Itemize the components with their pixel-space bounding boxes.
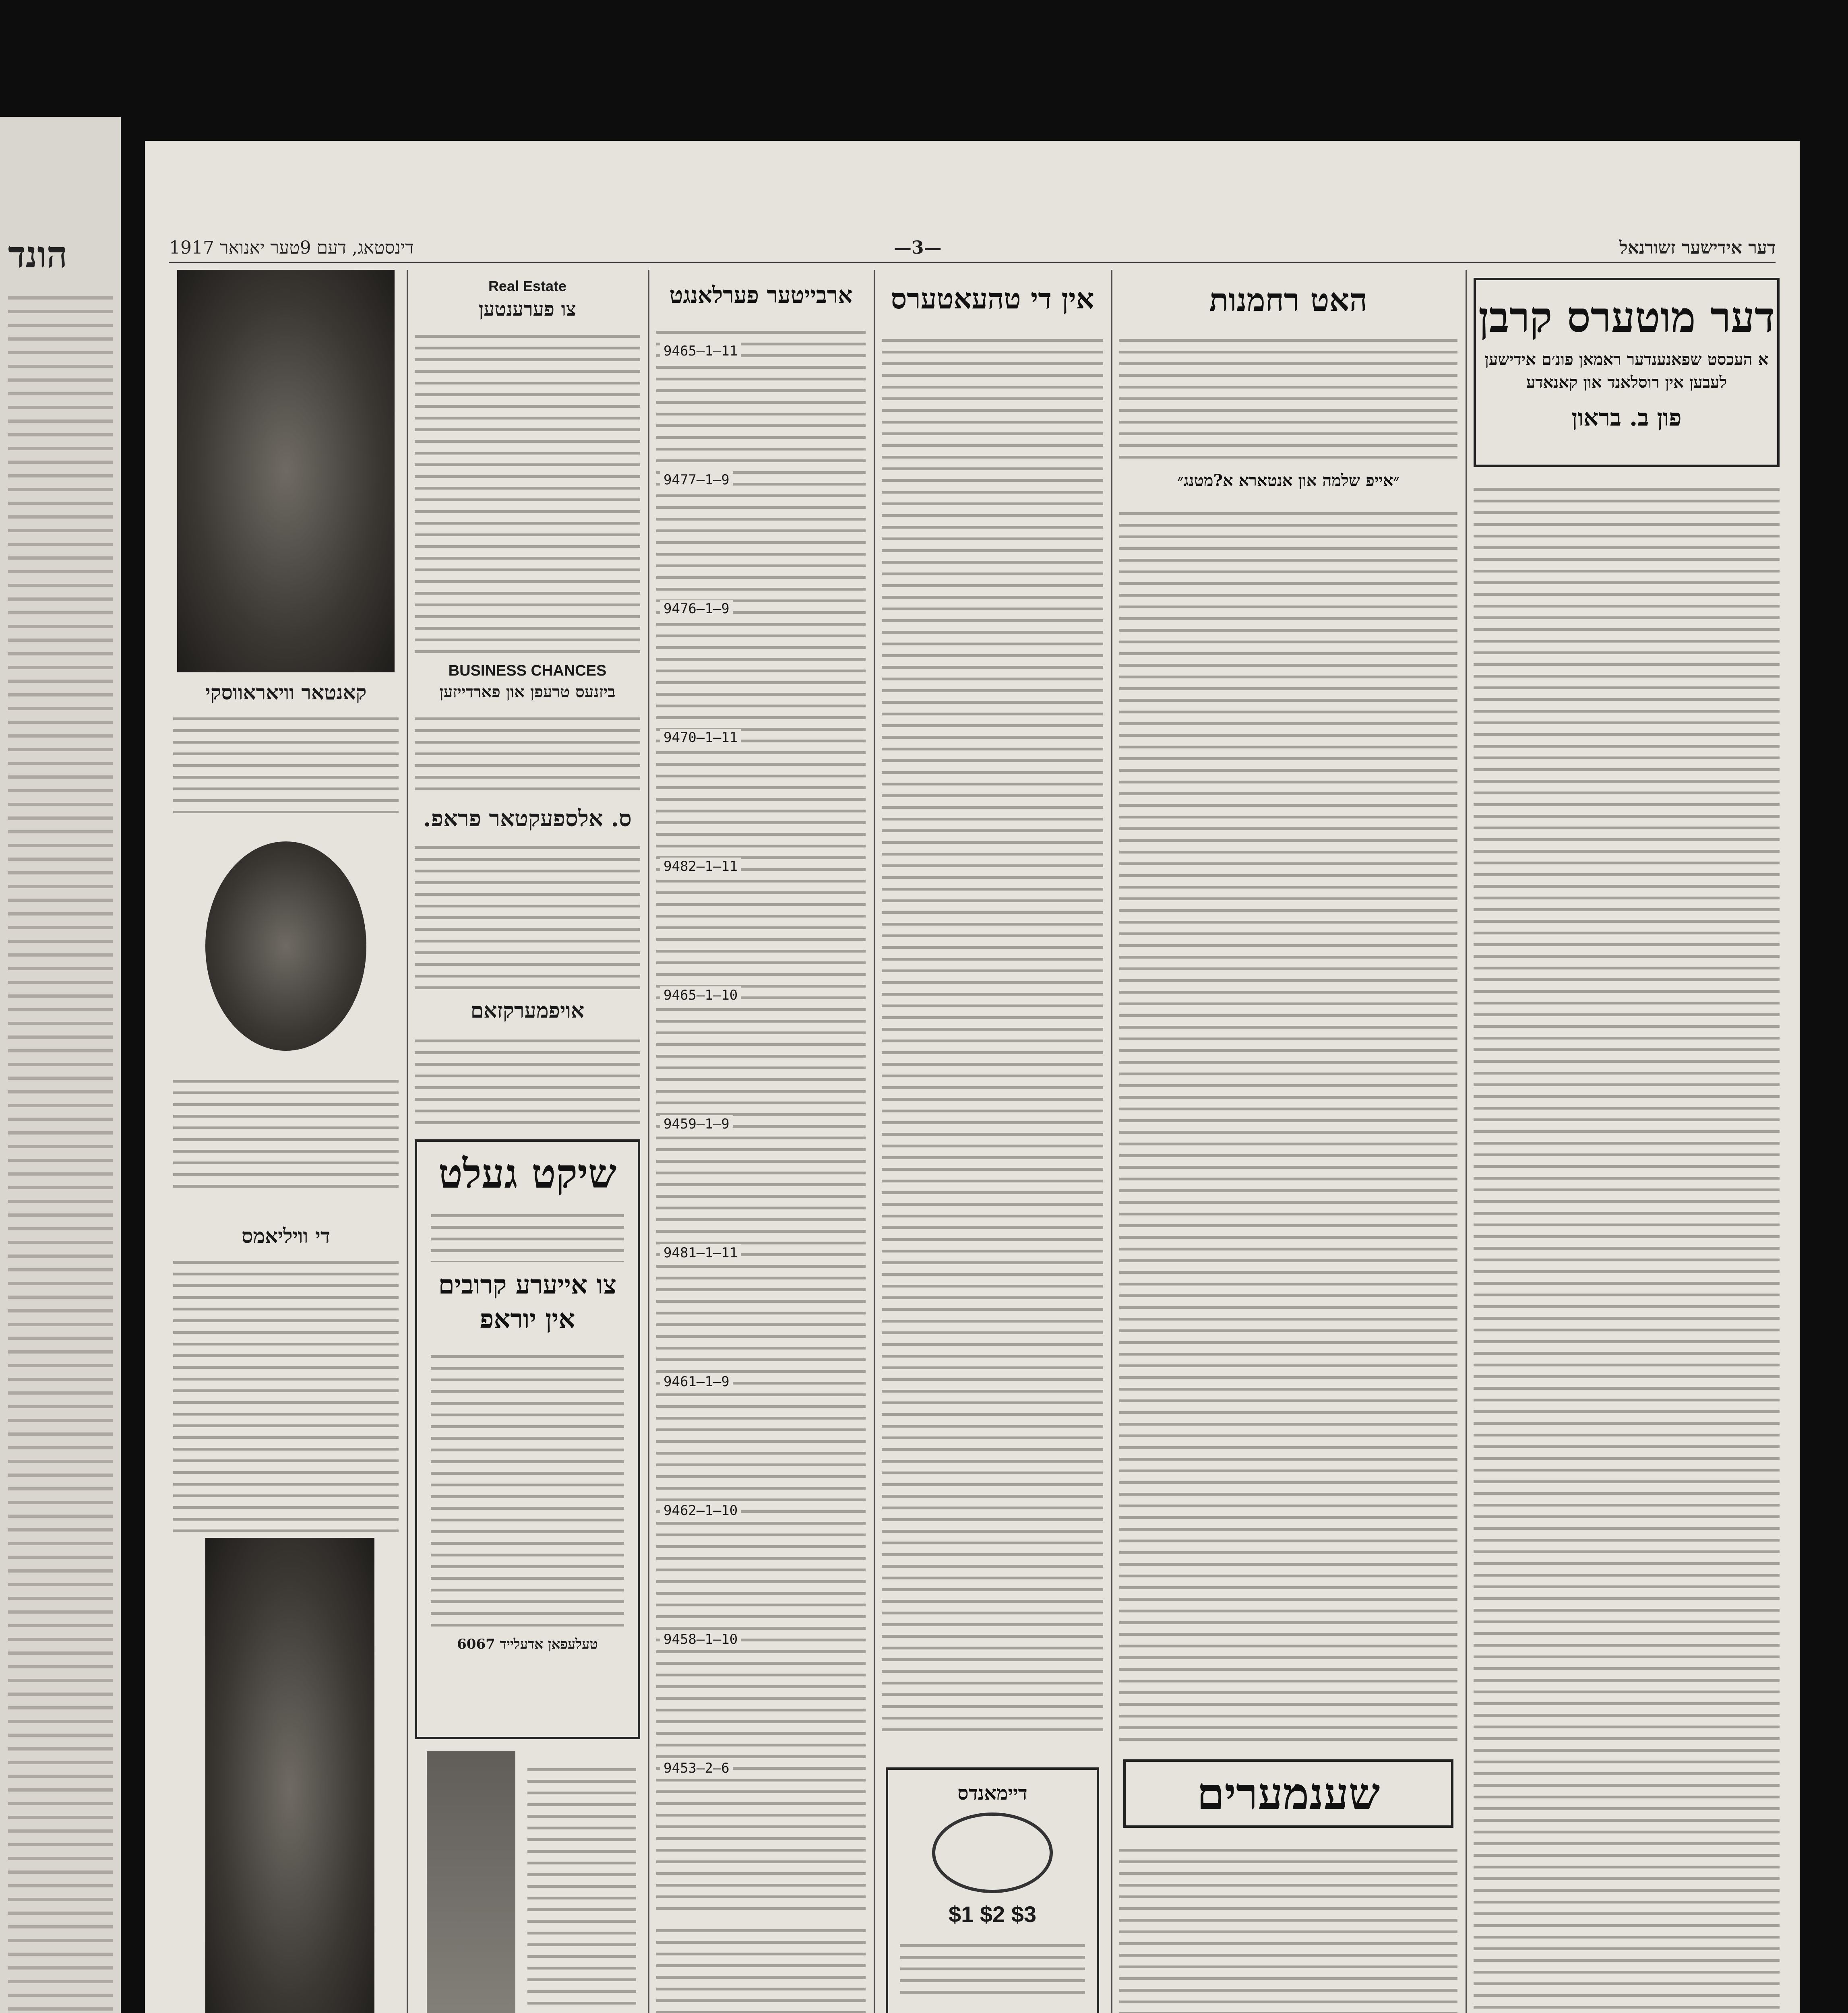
column-2 [1115, 270, 1461, 2013]
column-divider [407, 270, 408, 2013]
classified-number: 9477—1—9 [660, 471, 733, 489]
rachmones-headline: האט רחמנות [1209, 282, 1368, 318]
classified-number: 9470—1—11 [660, 729, 741, 746]
send-money-phone: טעלעפאן אדעלייד 6067 [457, 1636, 598, 1652]
classified-number: 9462—1—10 [660, 1502, 741, 1519]
classified-number: 9461—1—9 [660, 1373, 733, 1391]
send-money-text-2 [431, 1346, 624, 1628]
diamonds-title: דיימאנדס [957, 1782, 1027, 1804]
adjacent-page-strip [0, 117, 121, 2013]
serial-novel-title: דער מוטערס קרבן [1478, 292, 1775, 342]
alspektor-header: ס. אלספעקטאר פראפ. [423, 805, 632, 832]
window-cleaning-text [527, 1759, 636, 2013]
newspaper-page [145, 141, 1800, 2013]
masthead [169, 238, 1776, 263]
rachmones-text [1119, 330, 1457, 463]
cantor-portrait-1 [177, 270, 395, 672]
shadchonim-box [1123, 1759, 1453, 1828]
send-money-europe: אין יוראפ [480, 1304, 575, 1334]
theatres-headline: אין די טהעאטערס [891, 282, 1094, 315]
business-text [415, 709, 640, 797]
column-divider [1466, 270, 1467, 2013]
attention-header: אויפמערקזאם [470, 998, 585, 1023]
serial-novel-byline: פון ב. בראון [1571, 404, 1682, 431]
workers-wanted-headline: ארבייטער פערלאנגט [669, 282, 853, 308]
column-4 [652, 270, 870, 2013]
diamond-ring-icon [932, 1813, 1053, 1893]
column-divider [648, 270, 649, 2013]
charity-lists-text [1119, 503, 1457, 1743]
column-6 [169, 270, 403, 2013]
masthead-page-number: —3— [894, 238, 942, 258]
column-5 [411, 270, 644, 2013]
window-cleaner-illustration [427, 1751, 515, 2013]
real-estate-header: Real Estate [488, 278, 567, 294]
serial-novel-headline-box [1474, 278, 1780, 467]
business-chances-yiddish: ביזנעס טרעפן און פארדייזען [439, 682, 616, 701]
adjacent-page-header: הונד [8, 234, 68, 276]
serial-novel-text [1474, 479, 1780, 2013]
classified-number: 9476—1—9 [660, 600, 733, 618]
serial-novel-subtitle-1: א העכסט שפאנענדער ראמאן פונ׳ם אידישען [1484, 350, 1769, 369]
send-money-ad [415, 1139, 640, 1739]
send-money-relatives: צו אייערע קרובים [438, 1270, 617, 1300]
classified-number: 9453—2—6 [660, 1759, 733, 1777]
column-3 [878, 270, 1107, 2013]
williams-text [173, 1252, 399, 1534]
diamonds-ad [886, 1767, 1099, 2013]
portrait-2-text [173, 1071, 399, 1192]
column-divider [1111, 270, 1112, 2013]
portrait-1-text [173, 709, 399, 813]
portrait-2-caption: די וויליאמס [242, 1224, 330, 1248]
cantor-portrait-3 [205, 1538, 374, 2013]
portrait-1-caption: קאנטאר וויאראווסקי [205, 680, 367, 704]
masthead-date: דינסטאג, דעם 9טער יאנואר 1917 [169, 238, 414, 258]
send-money-text-1 [431, 1205, 624, 1262]
attention-text [415, 1031, 640, 1127]
classified-number: 9482—1—11 [660, 858, 741, 875]
for-rent-header: צו פערענטען [478, 298, 577, 320]
adjacent-page-text [8, 286, 113, 2013]
masthead-paper-name: דער אידישער זשורנאל [1619, 238, 1776, 258]
cantor-portrait-2 [205, 841, 366, 1051]
serial-novel-subtitle-2: לעבען אין רוסלאנד און קאנאדע [1526, 373, 1727, 392]
shadchonim-title: שענמערים [1197, 1768, 1380, 1820]
real-estate-text [415, 326, 640, 656]
classifieds-bottom-text [656, 1920, 866, 2013]
classified-number: 9459—1—9 [660, 1115, 733, 1133]
send-money-title: שיקט געלט [438, 1150, 617, 1197]
diamonds-prices: $1 $2 $3 [949, 1901, 1036, 1927]
column-1 [1470, 270, 1784, 2013]
shadchonim-text [1119, 1840, 1457, 2013]
theatres-text [882, 330, 1103, 1739]
sub-heading: ״אייפ שלמה און אנטארא א?מטנג״ [1177, 471, 1399, 490]
classified-number: 9465—1—10 [660, 986, 741, 1004]
classified-number: 9465—1—11 [660, 342, 741, 360]
business-chances-header: BUSINESS CHANCES [448, 662, 607, 679]
column-divider [874, 270, 875, 2013]
diamonds-text [900, 1935, 1085, 2000]
classified-number: 9481—1—11 [660, 1244, 741, 1262]
classified-number: 9458—1—10 [660, 1631, 741, 1648]
alspektor-text [415, 837, 640, 990]
